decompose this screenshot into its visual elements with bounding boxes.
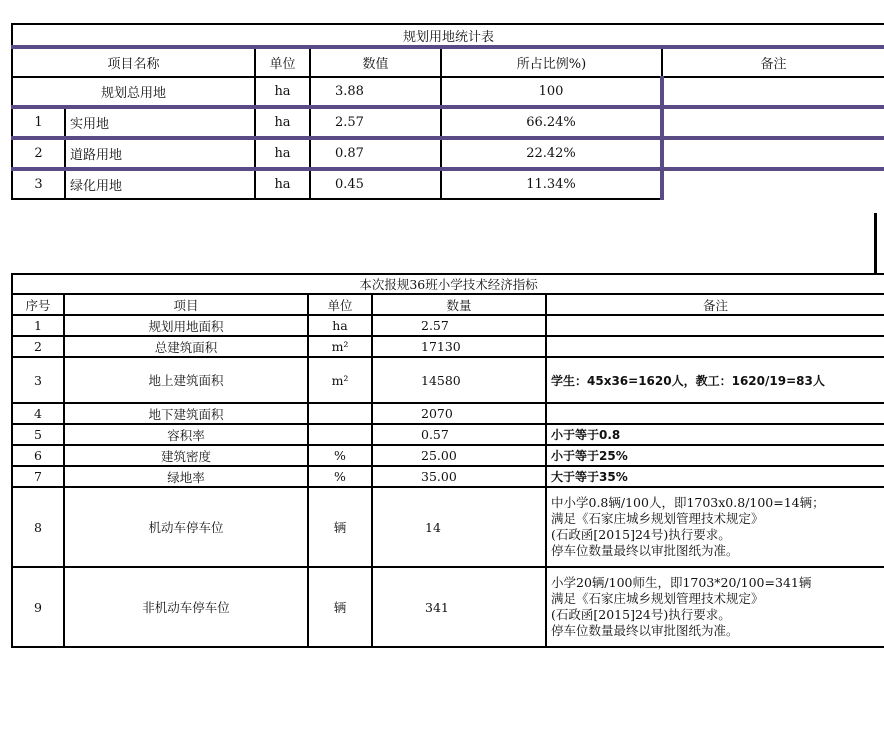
row-no: 1 [12, 107, 65, 138]
table-row [12, 466, 884, 487]
row-no: 3 [12, 357, 64, 403]
table-row [12, 77, 884, 107]
row-note [546, 336, 884, 357]
header-ratio: 所占比例%) [441, 47, 662, 77]
table-row [12, 567, 884, 647]
row-note [662, 107, 884, 138]
row-no: 3 [12, 169, 65, 199]
note-line: 满足《石家庄城乡规划管理技术规定》 [551, 511, 764, 526]
table-row [12, 107, 884, 138]
header-unit: 单位 [308, 294, 372, 315]
row-item: 建筑密度 [64, 445, 308, 466]
row-name: 绿化用地 [65, 169, 255, 199]
note-line: 满足《石家庄城乡规划管理技术规定》 [551, 591, 764, 606]
header-note: 备注 [662, 47, 884, 77]
row-no: 9 [12, 567, 64, 647]
row-item: 地下建筑面积 [64, 403, 308, 424]
row-item: 容积率 [64, 424, 308, 445]
row-unit: ha [308, 315, 372, 336]
note-line: 停车位数量最终以审批图纸为准。 [551, 543, 739, 558]
table-row [12, 487, 884, 567]
note-line: 停车位数量最终以审批图纸为准。 [551, 623, 739, 638]
note-line: 中小学0.8辆/100人，即1703x0.8/100=14辆； [551, 495, 825, 510]
row-name: 实用地 [65, 107, 255, 138]
table-row [12, 357, 884, 403]
row-ratio: 22.42% [441, 138, 662, 169]
row-qty: 25.00 [372, 445, 546, 466]
header-item: 项目 [64, 294, 308, 315]
row-qty: 2070 [372, 403, 546, 424]
header-value: 数值 [310, 47, 441, 77]
table-row [12, 169, 884, 199]
econ-table-title: 本次报规36班小学技术经济指标 [12, 274, 884, 294]
row-unit: m² [308, 357, 372, 403]
total-note [662, 77, 884, 107]
note-line: 小学20辆/100师生，即1703*20/100=341辆 [551, 575, 812, 590]
row-item: 绿地率 [64, 466, 308, 487]
row-ratio: 11.34% [441, 169, 662, 199]
row-qty: 341 [372, 567, 546, 647]
row-unit [308, 403, 372, 424]
row-note: 大于等于35% [546, 466, 884, 487]
note-line: (石政函[2015]24号)执行要求。 [551, 527, 731, 542]
row-no: 2 [12, 138, 65, 169]
row-note [662, 169, 884, 199]
row-no: 6 [12, 445, 64, 466]
table-row [12, 445, 884, 466]
table-row [12, 336, 884, 357]
row-value: 0.87 [310, 138, 441, 169]
header-note: 备注 [546, 294, 884, 315]
header-unit: 单位 [255, 47, 310, 77]
row-qty: 14580 [372, 357, 546, 403]
total-ratio: 100 [441, 77, 662, 107]
row-unit: ha [255, 138, 310, 169]
row-unit: 辆 [308, 487, 372, 567]
row-no: 1 [12, 315, 64, 336]
row-unit: ha [255, 107, 310, 138]
row-item: 总建筑面积 [64, 336, 308, 357]
row-note [546, 315, 884, 336]
land-use-table [11, 23, 884, 200]
header-no: 序号 [12, 294, 64, 315]
table-row [12, 403, 884, 424]
row-no: 7 [12, 466, 64, 487]
row-no: 2 [12, 336, 64, 357]
row-ratio: 66.24% [441, 107, 662, 138]
row-no: 8 [12, 487, 64, 567]
economic-indicators-table [11, 273, 884, 648]
row-note [546, 567, 884, 647]
row-note: 学生：45x36=1620人，教工：1620/19=83人 [546, 357, 884, 403]
table-row [12, 315, 884, 336]
row-item: 规划用地面积 [64, 315, 308, 336]
row-value: 0.45 [310, 169, 441, 199]
table-side-border [874, 213, 877, 275]
row-unit [308, 424, 372, 445]
row-unit: 辆 [308, 567, 372, 647]
row-qty: 35.00 [372, 466, 546, 487]
row-note [546, 487, 884, 567]
row-qty: 17130 [372, 336, 546, 357]
row-item: 非机动车停车位 [64, 567, 308, 647]
row-qty: 2.57 [372, 315, 546, 336]
total-name: 规划总用地 [12, 77, 255, 107]
row-note: 小于等于0.8 [546, 424, 884, 445]
row-note: 小于等于25% [546, 445, 884, 466]
table-row [12, 138, 884, 169]
row-item: 地上建筑面积 [64, 357, 308, 403]
row-qty: 14 [372, 487, 546, 567]
row-item: 机动车停车位 [64, 487, 308, 567]
header-item-name: 项目名称 [12, 47, 255, 77]
row-note [546, 403, 884, 424]
row-unit: ha [255, 169, 310, 199]
row-unit: % [308, 466, 372, 487]
row-unit: m² [308, 336, 372, 357]
header-qty: 数量 [372, 294, 546, 315]
note-line: (石政函[2015]24号)执行要求。 [551, 607, 731, 622]
total-unit: ha [255, 77, 310, 107]
row-no: 4 [12, 403, 64, 424]
row-note [662, 138, 884, 169]
table-row [12, 424, 884, 445]
row-no: 5 [12, 424, 64, 445]
row-unit: % [308, 445, 372, 466]
row-name: 道路用地 [65, 138, 255, 169]
row-value: 2.57 [310, 107, 441, 138]
total-value: 3.88 [310, 77, 441, 107]
land-table-title: 规划用地统计表 [12, 24, 884, 47]
row-qty: 0.57 [372, 424, 546, 445]
